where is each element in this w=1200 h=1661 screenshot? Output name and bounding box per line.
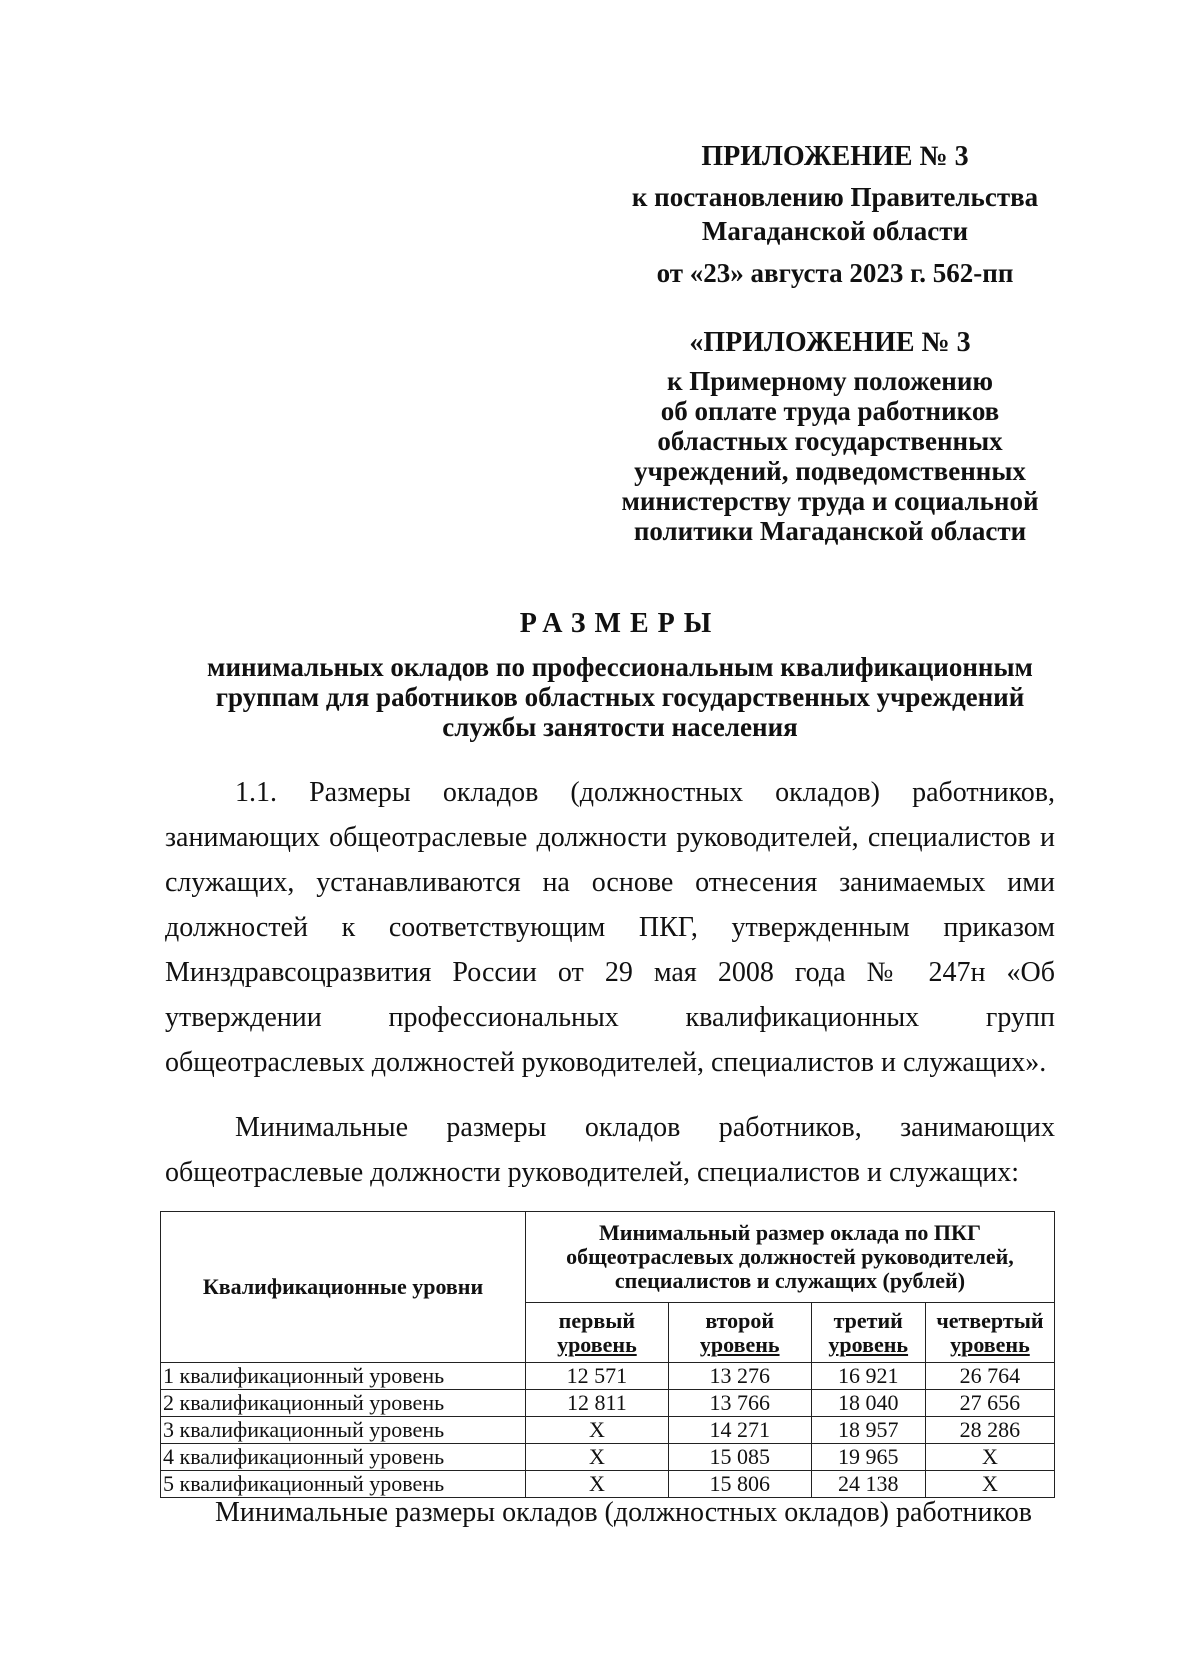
subtitle-line: группам для работников областных государственных учреждений (215, 682, 1025, 712)
column-header-line: уровень (950, 1331, 1030, 1357)
paragraph-continued: Минимальные размеры окладов (должностных окладов) работников (215, 1497, 1032, 1528)
appendix-date-line: от «23» августа 2023 г. 562-пп (656, 258, 1014, 288)
value-cell: 27 656 (925, 1390, 1054, 1417)
value-cell: 14 271 (668, 1417, 811, 1444)
value-cell: 16 921 (811, 1363, 925, 1390)
subtitle-line: службы занятости населения (442, 712, 798, 742)
value-cell: 15 806 (668, 1471, 811, 1498)
value-cell: 18 040 (811, 1390, 925, 1417)
value-cell: 28 286 (925, 1417, 1054, 1444)
table-header-row (161, 1212, 1055, 1303)
appendix-line: политики Магаданской области (633, 516, 1027, 546)
document-subtitle (160, 652, 1080, 742)
value-cell: Х (925, 1444, 1054, 1471)
appendix-title-quoted: «ПРИЛОЖЕНИЕ № 3 (689, 327, 971, 358)
appendix-line: к постановлению Правительства (631, 182, 1039, 212)
value-cell: Х (925, 1471, 1054, 1498)
value-cell: 26 764 (925, 1363, 1054, 1390)
appendix-line: к Примерному положению (666, 366, 994, 396)
appendix-header (600, 140, 1070, 290)
column-header-line: третий (833, 1307, 903, 1333)
column-header-fourth (925, 1303, 1054, 1363)
group-column-header: Минимальный размер оклада по ПКГ общеотраслевых должностей руководителей, специалистов и служащих (рублей) (525, 1212, 1054, 1303)
value-cell: 12 571 (525, 1363, 668, 1390)
appendix-line: об оплате труда работников (660, 396, 1000, 426)
document-title: РАЗМЕРЫ (519, 608, 721, 639)
table-row (161, 1444, 1055, 1471)
value-cell: 15 085 (668, 1444, 811, 1471)
column-header-line: второй (705, 1307, 775, 1333)
column-header-line: первый (558, 1307, 636, 1333)
appendix-line: министерству труда и социальной (621, 486, 1039, 516)
table-row (161, 1417, 1055, 1444)
value-cell: 13 766 (668, 1390, 811, 1417)
level-cell: 2 квалификационный уровень (161, 1390, 526, 1417)
level-cell: 1 квалификационный уровень (161, 1363, 526, 1390)
level-cell: 3 квалификационный уровень (161, 1417, 526, 1444)
paragraph-min-salaries: Минимальные размеры окладов работников, занимающих общеотраслевые должности руководителей, специалистов и служащих: (165, 1112, 1055, 1188)
table-row (161, 1363, 1055, 1390)
subtitle-line: минимальных окладов по профессиональным квалификационным (207, 652, 1033, 682)
value-cell: 12 811 (525, 1390, 668, 1417)
value-cell: Х (525, 1417, 668, 1444)
value-cell: Х (525, 1471, 668, 1498)
column-header-line: уровень (699, 1331, 780, 1357)
appendix-title: ПРИЛОЖЕНИЕ № 3 (701, 141, 969, 172)
column-header-line: уровень (557, 1331, 637, 1357)
column-header-line: уровень (828, 1331, 909, 1357)
salary-table (160, 1211, 1055, 1498)
level-cell: 5 квалификационный уровень (161, 1471, 526, 1498)
value-cell: 19 965 (811, 1444, 925, 1471)
table-row (161, 1390, 1055, 1417)
appendix-line: областных государственных (657, 426, 1003, 456)
appendix-line: учреждений, подведомственных (634, 456, 1026, 486)
value-cell: 13 276 (668, 1363, 811, 1390)
level-column-header: Квалификационные уровни (161, 1212, 526, 1363)
appendix-header-quoted (580, 328, 1080, 546)
value-cell: 18 957 (811, 1417, 925, 1444)
column-header-first (525, 1303, 668, 1363)
level-cell: 4 квалификационный уровень (161, 1444, 526, 1471)
value-cell: Х (525, 1444, 668, 1471)
column-header-third (811, 1303, 925, 1363)
appendix-line: Магаданской области (701, 216, 969, 246)
column-header-second (668, 1303, 811, 1363)
paragraph-1-1: 1.1. Размеры окладов (должностных окладов) работников, занимающих общеотраслевые должности руководителей, специалистов и служащих, устанавливаются на основе отнесения занимаемых ими должностей к соответствующим ПКГ, утвержденным приказом Минздравсоцразвития России от 29 мая 2008 года № 247н «Об утверждении профессиональных квалификационных групп общеотраслевых должностей руководителей, специалистов и служащих». (165, 777, 1055, 1078)
value-cell: 24 138 (811, 1471, 925, 1498)
column-header-line: четвертый (936, 1307, 1044, 1333)
